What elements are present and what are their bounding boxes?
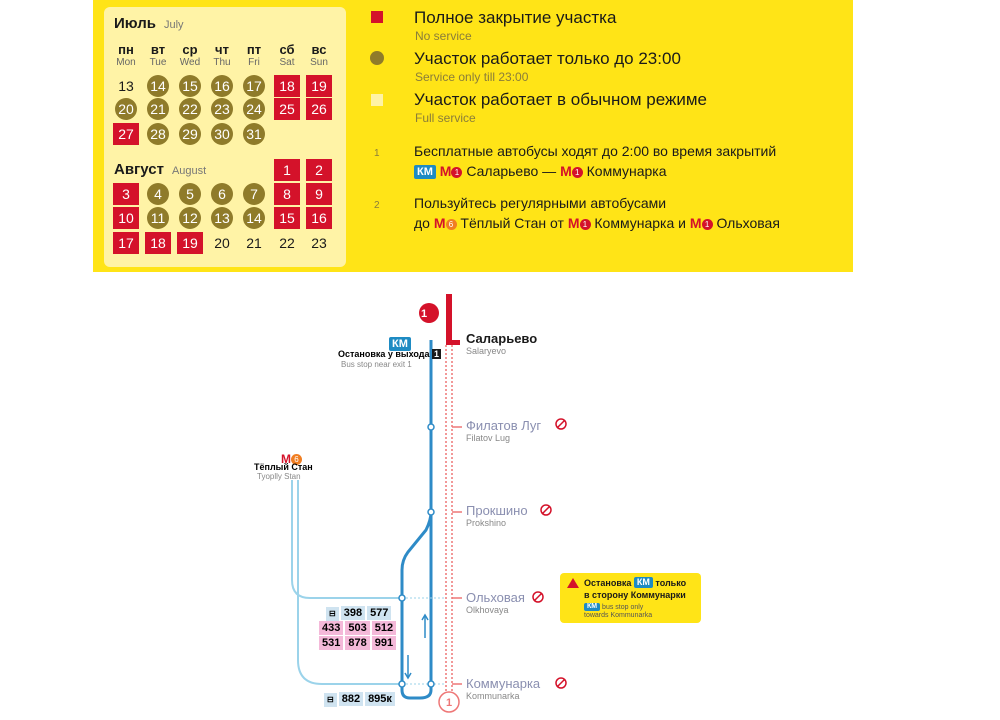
- calendar-day: 16: [209, 75, 235, 97]
- calendar-day: 7: [241, 183, 267, 205]
- calendar-day: 13: [118, 78, 134, 94]
- note-1: Бесплатные автобусы ходят до 2:00 во время закрытий КМ М 1 Саларьево — М 1 Коммунарка: [414, 143, 777, 179]
- calendar-day: 3: [113, 183, 139, 205]
- calendar-day: 15: [274, 207, 300, 229]
- calendar-day: 17: [241, 75, 267, 97]
- kommunarka-bus-row: ⊟ 882 895к: [324, 689, 397, 703]
- calendar-day: 21: [246, 235, 262, 251]
- regular-bus-route-2: [298, 480, 402, 684]
- km-stop-badge: КМ: [389, 335, 411, 353]
- calendar-day: 5: [177, 183, 203, 205]
- metro-logo-icon: М: [433, 215, 446, 231]
- calendar-day: 23: [311, 235, 327, 251]
- legend-late-en: Service only till 23:00: [415, 70, 529, 84]
- calendar-day: 31: [241, 123, 267, 145]
- note-1-number: 1: [374, 148, 380, 159]
- weekday-header: вс Sun: [310, 42, 328, 68]
- teply-stan-metro: М 6: [281, 450, 302, 468]
- calendar-day: 6: [209, 183, 235, 205]
- calendar-day: 26: [306, 98, 332, 120]
- teply-stan-label: Тёплый Стан: [254, 462, 313, 472]
- station-olkhovaya: Ольховая Olkhovaya: [466, 590, 525, 615]
- no-entry-icon: [533, 419, 566, 688]
- calendar-day: 20: [113, 98, 139, 120]
- metro-logo-icon: М: [439, 163, 452, 179]
- month-august: Август August: [114, 161, 207, 178]
- legend-late-label: Участок работает только до 23:00: [414, 49, 681, 68]
- legend-normal-label: Участок работает в обычном режиме: [414, 90, 708, 109]
- calendar-day: 14: [241, 207, 267, 229]
- exit-stop-en: Bus stop near exit 1: [341, 360, 412, 369]
- station-salaryevo: Саларьево Salaryevo: [466, 331, 538, 356]
- calendar-day: 15: [177, 75, 203, 97]
- station-prokshino: Прокшино Prokshino: [466, 503, 528, 528]
- calendar-day: 10: [113, 207, 139, 229]
- metro-logo-icon: М: [567, 215, 580, 231]
- calendar-day: 29: [177, 123, 203, 145]
- calendar-day: 4: [145, 183, 171, 205]
- legend-closed-label: Полное закрытие участка: [414, 8, 617, 27]
- weekday-header: пт Fri: [246, 42, 262, 68]
- line-1-number: 1: [420, 308, 428, 320]
- calendar-day: 27: [113, 123, 139, 145]
- station-filatov-lug: Филатов Луг Filatov Lug: [466, 418, 542, 443]
- calendar-day: 1: [274, 159, 300, 181]
- calendar-day: 30: [209, 123, 235, 145]
- metro-line-open-segment: [446, 294, 452, 344]
- note-2: Пользуйтесь регулярными автобусами до М 6 Тёплый Стан от М 1 Коммунарка и М 1 Ольховая: [414, 195, 780, 231]
- station-kommunarka: Коммунарка Kommunarka: [466, 676, 541, 701]
- km-badge: КМ: [414, 165, 436, 179]
- olkhovaya-bus-row-1: ⊟ 398 577: [326, 603, 393, 617]
- calendar-day: 20: [214, 235, 230, 251]
- legend-closed-en: No service: [415, 29, 472, 43]
- metro-logo-icon: М: [560, 163, 572, 179]
- regular-bus-route-1: [292, 480, 402, 598]
- calendar-day: 28: [145, 123, 171, 145]
- warning-icon: [567, 578, 579, 588]
- calendar-day: 17: [113, 232, 139, 254]
- calendar-day: 2: [306, 159, 332, 181]
- warning-box: Остановка КМ только в сторону Коммунарки КМ bus stop only towards Kommunarka: [560, 573, 701, 623]
- calendar-day: 14: [145, 75, 171, 97]
- shuttle-route: [402, 340, 431, 690]
- calendar-day: 9: [306, 183, 332, 205]
- weekday-header: сб Sat: [279, 42, 295, 68]
- calendar-day: 8: [274, 183, 300, 205]
- month-july: Июль July: [114, 15, 184, 32]
- weekday-header: пн Mon: [116, 42, 136, 68]
- calendar-day: 16: [306, 207, 332, 229]
- calendar-day: 24: [241, 98, 267, 120]
- legend-normal-en: Full service: [415, 111, 476, 125]
- calendar-day: 13: [209, 207, 235, 229]
- olkhovaya-bus-row-2: 433 503 512: [319, 618, 398, 632]
- exit-stop-label: Остановка у выхода 1: [338, 349, 440, 359]
- calendar-day: 19: [177, 232, 203, 254]
- weekday-header: ср Wed: [179, 42, 201, 68]
- weekday-header: вт Tue: [149, 42, 167, 68]
- olkhovaya-bus-row-3: 531 878 991: [319, 633, 398, 647]
- calendar-day: 19: [306, 75, 332, 97]
- calendar-day: 25: [274, 98, 300, 120]
- calendar-day: 23: [209, 98, 235, 120]
- calendar-day: 18: [274, 75, 300, 97]
- calendar-day: 18: [145, 232, 171, 254]
- calendar-day: 11: [145, 207, 171, 229]
- calendar-day: 21: [145, 98, 171, 120]
- calendar-day: 12: [177, 207, 203, 229]
- note-2-number: 2: [374, 200, 380, 211]
- svg-text:1: 1: [445, 697, 453, 709]
- weekday-header: чт Thu: [213, 42, 231, 68]
- calendar-day: 22: [177, 98, 203, 120]
- calendar-day: 22: [279, 235, 295, 251]
- teply-stan-en: Tyoplly Stan: [257, 472, 301, 481]
- metro-logo-icon: М: [689, 215, 702, 231]
